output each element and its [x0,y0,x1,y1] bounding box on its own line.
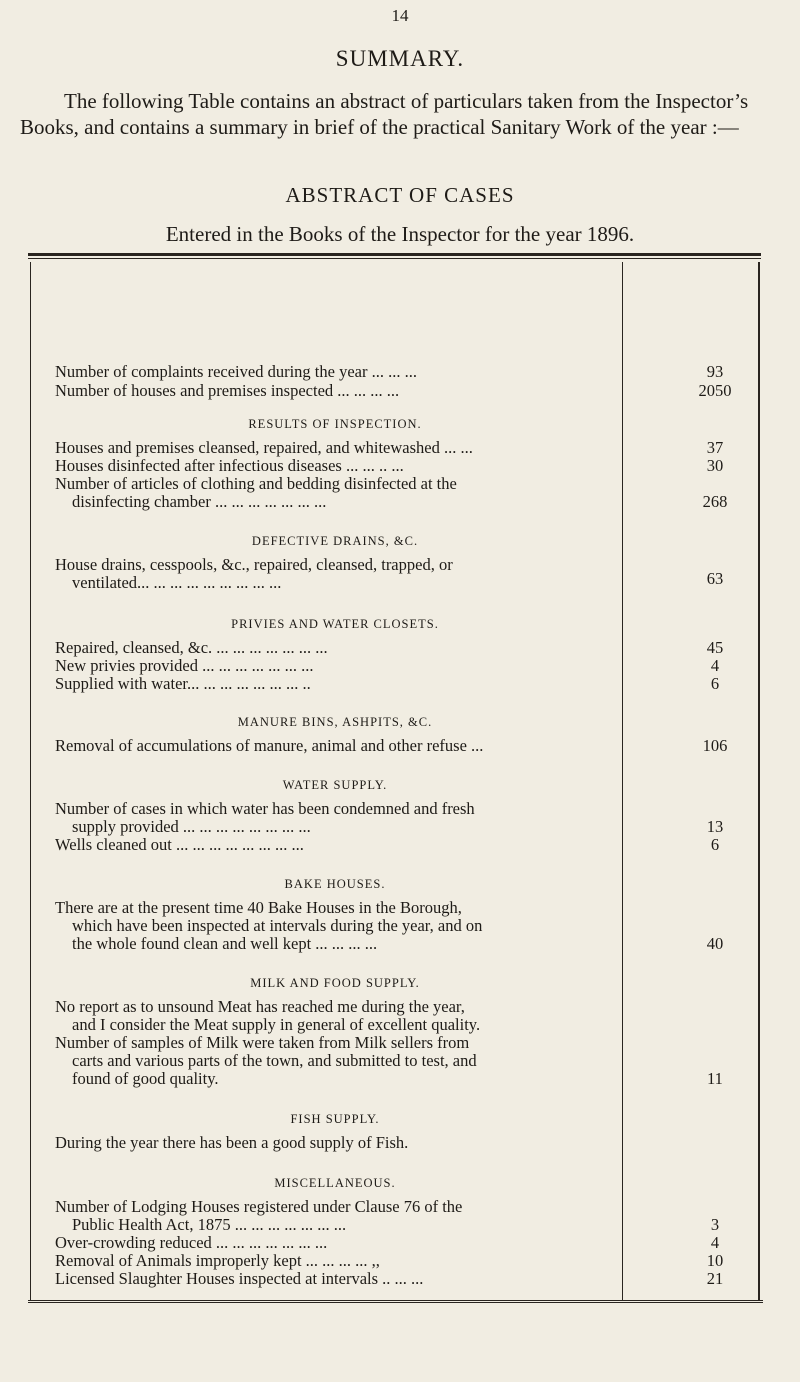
row-value: 268 [702,492,728,511]
row-articles-line2 [72,491,767,513]
row-value: 40 [706,934,724,953]
row-label: There are at the present time 40 Bake Houses in the Borough, [55,898,462,917]
row-label: Repaired, cleansed, &c. ... ... ... ... ... ... ... [55,638,328,657]
row-label: New privies provided ... ... ... ... ... ... ... [55,656,314,675]
row-label: disinfecting chamber ... ... ... ... ... ... ... [72,492,327,511]
heading-milk: MILK AND FOOD SUPPLY. [250,976,420,990]
row-label: and I consider the Meat supply in general of excellent quality. [72,1015,481,1034]
row-removal [55,735,750,757]
row-houses-inspected [55,380,750,402]
row-label: Public Health Act, 1875 ... ... ... ... ... ... ... [72,1215,347,1234]
row-label: Licensed Slaughter Houses inspected at intervals .. ... ... [55,1269,424,1288]
row-value: 106 [702,736,728,755]
row-label: Wells cleaned out ... ... ... ... ... ... ... ... [55,835,304,854]
top-rule-thin [28,258,761,259]
heading-manure: MANURE BINS, ASHPITS, &C. [237,715,433,729]
row-label: Number of articles of clothing and bedding disinfected at the [55,474,457,493]
row-value: 4 [710,656,720,675]
page-number: 14 [391,6,409,25]
row-value: 63 [706,569,724,588]
row-label: Number of samples of Milk were taken from Milk sellers from [55,1033,470,1052]
abstract-subtitle: Entered in the Books of the Inspector for the year 1896. [165,222,635,246]
heading-water: WATER SUPPLY. [282,778,388,792]
row-label: ventilated... ... ... ... ... ... ... ... ... [72,573,282,592]
row-label: Over-crowding reduced ... ... ... ... ... ... ... [55,1233,328,1252]
row-label: the whole found clean and well kept ... ... ... ... [72,934,378,953]
heading-results: RESULTS OF INSPECTION. [248,417,422,431]
row-label: Supplied with water... ... ... ... ... ... ... .. [55,674,311,693]
row-label: Houses and premises cleansed, repaired, and whitewashed ... ... [55,438,473,457]
row-value: 45 [706,638,724,657]
row-value: 93 [706,362,724,381]
row-label: During the year there has been a good supply of Fish. [55,1133,409,1152]
row-value: 37 [706,438,724,457]
row-milk-line5 [72,1068,767,1090]
row-drains-line2 [72,569,767,594]
row-value: 11 [707,1069,723,1088]
row-label: Number of Lodging Houses registered under Clause 76 of the [55,1197,463,1216]
row-label: Removal of accumulations of manure, animal and other refuse ... [55,736,484,755]
row-value: 13 [706,817,724,836]
row-label: carts and various parts of the town, and submitted to test, and [72,1051,477,1070]
row-bake-line3 [72,933,767,955]
row-value: 6 [710,835,720,854]
row-label: found of good quality. [72,1069,219,1088]
row-label: which have been inspected at intervals during the year, and on [72,916,483,935]
heading-misc: MISCELLANEOUS. [274,1176,396,1190]
row-label: Number of houses and premises inspected ... ... ... ... [55,381,400,400]
heading-bake: BAKE HOUSES. [284,877,386,891]
row-slaughter [55,1268,750,1290]
row-wells [55,834,750,856]
top-rule [28,253,761,256]
abstract-title: ABSTRACT OF CASES [285,183,515,207]
row-label: Number of complaints received during the year ... ... ... [55,362,417,381]
intro-paragraph: The following Table contains an abstract of particulars taken from the Inspector’s Books, and contains a summary in brief of the practical Sanitary Work of the year :— [20,89,749,139]
row-value: 6 [710,674,720,693]
row-fish [55,1132,750,1154]
heading-privies: PRIVIES AND WATER CLOSETS. [231,617,439,631]
row-label: House drains, cesspools, &c., repaired, cleansed, trapped, or [55,555,453,574]
row-value: 3 [710,1215,720,1234]
heading-fish: FISH SUPPLY. [290,1112,380,1126]
row-label: Removal of Animals improperly kept ... ... ... ... ,, [55,1251,380,1270]
row-value: 30 [706,456,724,475]
row-value: 10 [706,1251,724,1270]
row-value: 21 [706,1269,724,1288]
heading-drains: DEFECTIVE DRAINS, &C. [251,534,419,548]
row-label: Number of cases in which water has been condemned and fresh [55,799,475,818]
row-label: No report as to unsound Meat has reached me during the year, [55,997,465,1016]
row-value: 4 [710,1233,720,1252]
row-label: Houses disinfected after infectious diseases ... ... .. ... [55,456,404,475]
row-supplied-water [55,673,750,695]
row-label: supply provided ... ... ... ... ... ... ... ... [72,817,311,836]
row-value: 2050 [698,381,732,400]
table-bottom-rule [28,1300,763,1303]
summary-title: SUMMARY. [335,46,465,71]
